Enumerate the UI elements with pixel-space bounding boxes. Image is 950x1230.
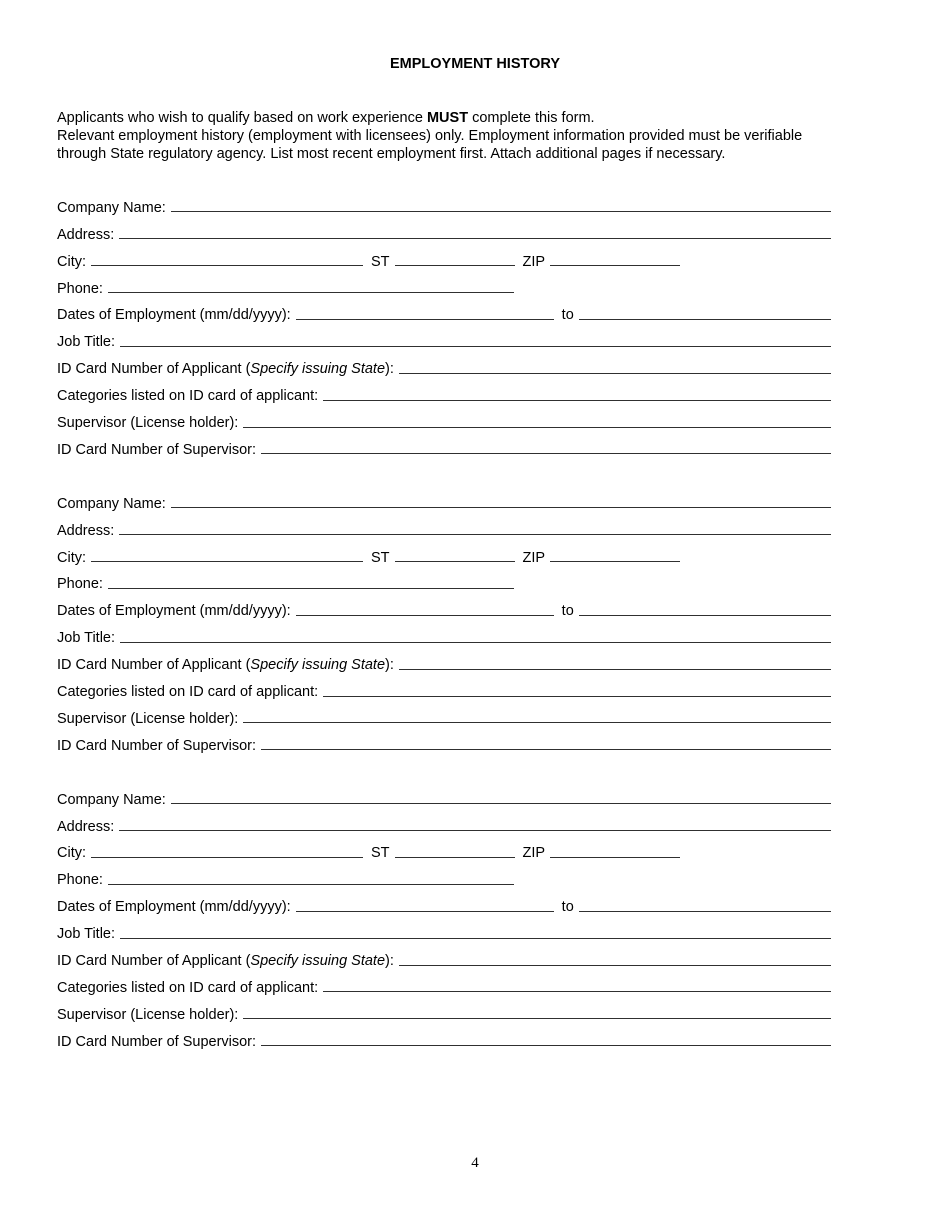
employment-history-form (57, 189, 831, 1050)
state-line (395, 857, 515, 858)
date-to-line (579, 319, 831, 320)
dates-of-employment-label: Dates of Employment (mm/dd/yyyy): (57, 603, 291, 620)
company-name-label: Company Name: (57, 495, 166, 512)
date-to-line (579, 911, 831, 912)
supervisor-line (243, 722, 831, 723)
page-title: EMPLOYMENT HISTORY (390, 56, 560, 72)
address-line (119, 830, 831, 831)
phone-label: Phone: (57, 280, 103, 297)
id-card-supervisor-line (261, 749, 831, 750)
address-line (119, 238, 831, 239)
address-row (57, 512, 831, 539)
zip-label: ZIP (522, 253, 546, 270)
id-card-applicant-label: ID Card Number of Applicant (Specify issuing State): (57, 953, 394, 970)
city-label: City: (57, 253, 86, 270)
categories-label: Categories listed on ID card of applicant: (57, 979, 319, 996)
phone-line (108, 588, 514, 589)
specify-issuing-state-note: Specify issuing State (250, 657, 386, 674)
dates-of-employment-row (57, 592, 831, 619)
categories-line (323, 991, 831, 992)
to-label: to (561, 899, 574, 916)
dates-of-employment-row (57, 297, 831, 324)
job-title-row (57, 619, 831, 646)
categories-row (57, 673, 831, 700)
city-state-zip-row (57, 243, 831, 270)
id-card-applicant-label: ID Card Number of Applicant (Specify issuing State): (57, 361, 394, 378)
address-line (119, 534, 831, 535)
city-line (91, 857, 363, 858)
employment-entry-1 (57, 189, 831, 458)
city-label: City: (57, 549, 86, 566)
supervisor-line (243, 1018, 831, 1019)
id-card-applicant-line (399, 669, 831, 670)
zip-line (550, 561, 680, 562)
supervisor-row (57, 404, 831, 431)
id-card-applicant-row (57, 942, 831, 969)
categories-row (57, 377, 831, 404)
state-label: ST (371, 845, 390, 862)
address-row (57, 216, 831, 243)
id-card-supervisor-label: ID Card Number of Supervisor: (57, 737, 257, 754)
id-card-supervisor-label: ID Card Number of Supervisor: (57, 1033, 257, 1050)
phone-row (57, 566, 831, 593)
city-state-zip-row (57, 539, 831, 566)
employment-entry-2 (57, 485, 831, 754)
company-name-line (171, 211, 831, 212)
company-name-line (171, 803, 831, 804)
id-card-applicant-line (399, 373, 831, 374)
city-line (91, 265, 363, 266)
job-title-label: Job Title: (57, 334, 116, 351)
address-label: Address: (57, 818, 115, 835)
supervisor-label: Supervisor (License holder): (57, 415, 239, 432)
zip-label: ZIP (522, 549, 546, 566)
state-label: ST (371, 253, 390, 270)
job-title-line (120, 346, 831, 347)
phone-line (108, 884, 514, 885)
id-card-applicant-label: ID Card Number of Applicant (Specify issuing State): (57, 657, 394, 674)
dates-of-employment-label: Dates of Employment (mm/dd/yyyy): (57, 307, 291, 324)
job-title-label: Job Title: (57, 926, 116, 943)
specify-issuing-state-note: Specify issuing State (250, 953, 386, 970)
id-card-supervisor-label: ID Card Number of Supervisor: (57, 441, 257, 458)
city-line (91, 561, 363, 562)
phone-row (57, 861, 831, 888)
supervisor-label: Supervisor (License holder): (57, 710, 239, 727)
job-title-label: Job Title: (57, 630, 116, 647)
employment-entry-3 (57, 781, 831, 1050)
date-from-line (296, 615, 554, 616)
id-card-applicant-line (399, 965, 831, 966)
job-title-line (120, 642, 831, 643)
specify-issuing-state-note: Specify issuing State (250, 361, 386, 378)
page-number: 4 (471, 1155, 479, 1171)
intro-line-1: Applicants who wish to qualify based on work experience MUST complete this form. (57, 110, 595, 126)
dates-of-employment-row (57, 888, 831, 915)
address-label: Address: (57, 226, 115, 243)
job-title-line (120, 938, 831, 939)
date-to-line (579, 615, 831, 616)
id-card-supervisor-row (57, 727, 831, 754)
job-title-row (57, 915, 831, 942)
company-name-label: Company Name: (57, 199, 166, 216)
supervisor-row (57, 700, 831, 727)
state-label: ST (371, 549, 390, 566)
to-label: to (561, 307, 574, 324)
supervisor-row (57, 996, 831, 1023)
phone-line (108, 292, 514, 293)
company-name-row (57, 781, 831, 808)
dates-of-employment-label: Dates of Employment (mm/dd/yyyy): (57, 899, 291, 916)
supervisor-line (243, 427, 831, 428)
company-name-row (57, 485, 831, 512)
job-title-row (57, 323, 831, 350)
categories-line (323, 696, 831, 697)
zip-line (550, 265, 680, 266)
city-label: City: (57, 845, 86, 862)
categories-row (57, 969, 831, 996)
phone-label: Phone: (57, 576, 103, 593)
state-line (395, 561, 515, 562)
id-card-supervisor-row (57, 1023, 831, 1050)
address-row (57, 808, 831, 835)
to-label: to (561, 603, 574, 620)
id-card-supervisor-row (57, 431, 831, 458)
phone-label: Phone: (57, 872, 103, 889)
intro-line-2: Relevant employment history (employment with licensees) only. Employment information provided must be verifiable (57, 128, 803, 144)
phone-row (57, 270, 831, 297)
id-card-applicant-row (57, 646, 831, 673)
company-name-row (57, 189, 831, 216)
address-label: Address: (57, 522, 115, 539)
must-emphasis: MUST (426, 110, 469, 126)
id-card-applicant-row (57, 350, 831, 377)
intro-paragraph (57, 109, 930, 163)
categories-line (323, 400, 831, 401)
id-card-supervisor-line (261, 453, 831, 454)
date-from-line (296, 911, 554, 912)
date-from-line (296, 319, 554, 320)
company-name-label: Company Name: (57, 791, 166, 808)
id-card-supervisor-line (261, 1045, 831, 1046)
zip-line (550, 857, 680, 858)
intro-line-3: through State regulatory agency. List most recent employment first. Attach additional pages if necessary. (57, 146, 726, 162)
categories-label: Categories listed on ID card of applicant: (57, 388, 319, 405)
state-line (395, 265, 515, 266)
zip-label: ZIP (522, 845, 546, 862)
city-state-zip-row (57, 835, 831, 862)
categories-label: Categories listed on ID card of applicant: (57, 684, 319, 701)
supervisor-label: Supervisor (License holder): (57, 1006, 239, 1023)
company-name-line (171, 507, 831, 508)
